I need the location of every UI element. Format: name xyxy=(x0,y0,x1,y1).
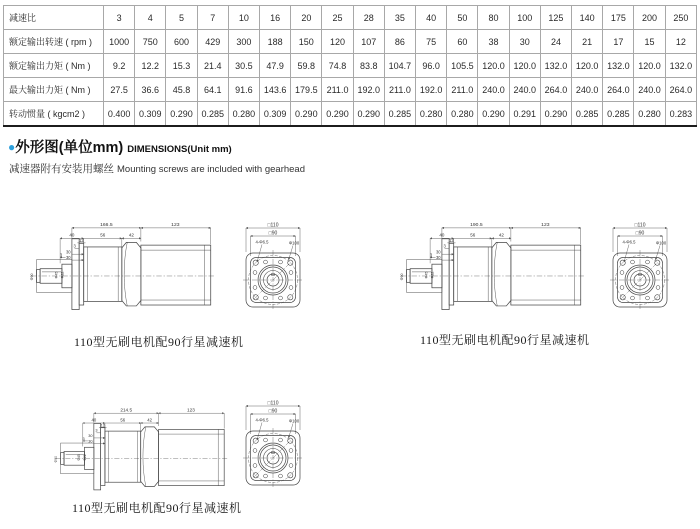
dim-k12: 12 xyxy=(449,237,454,243)
table-cell: 36.6 xyxy=(135,78,166,102)
row-label: 额定输出力矩 ( Nm ) xyxy=(4,54,104,78)
table-cell: 5 xyxy=(166,6,197,30)
dim-pcd: Φ100 xyxy=(288,240,300,246)
dim-holes: 4-Φ6.5 xyxy=(622,239,636,245)
dim-s1: 40 xyxy=(439,232,445,238)
dimensions-title-en: DIMENSIONS(Unit mm) xyxy=(127,144,232,155)
table-cell: 20 xyxy=(291,6,322,30)
table-cell: 0.290 xyxy=(166,102,197,127)
table-cell: 132.0 xyxy=(665,54,696,78)
table-cell: 80 xyxy=(478,6,509,30)
table-cell: 28 xyxy=(353,6,384,30)
table-cell: 45.8 xyxy=(166,78,197,102)
dim-k3b: 3 xyxy=(82,437,85,442)
table-cell: 17 xyxy=(603,30,634,54)
dim-k12: 12 xyxy=(79,237,84,243)
dim-k3b: 3 xyxy=(59,252,63,258)
dimensions-title-cn: 外形图(单位mm) xyxy=(15,140,124,156)
dim-square-outer: □110 xyxy=(634,222,646,229)
table-cell: 12 xyxy=(665,30,696,54)
dim-k3a: 3 xyxy=(443,243,446,249)
table-cell: 0.290 xyxy=(322,102,353,127)
row-label: 最大输出力矩 ( Nm ) xyxy=(4,78,104,102)
table-cell: 21.4 xyxy=(197,54,228,78)
drawing-caption-2: 110型无刷电机配90行星减速机 xyxy=(420,333,590,347)
dim-square-inner: □90 xyxy=(268,408,278,415)
table-cell: 104.7 xyxy=(384,54,415,78)
dim-pcd: Φ100 xyxy=(655,240,667,246)
table-cell: 175 xyxy=(603,6,634,30)
table-cell: 38 xyxy=(478,30,509,54)
table-row xyxy=(4,78,697,102)
dim-motor: 123 xyxy=(541,222,550,229)
mounting-note-en: Mounting screws are included with gearhead xyxy=(117,164,305,175)
dim-k30b: 30 xyxy=(66,255,71,261)
table-cell: 91.6 xyxy=(228,78,259,102)
dim-square-outer: □110 xyxy=(267,400,279,407)
dim-motor: 123 xyxy=(187,407,195,413)
table-cell: 0.290 xyxy=(540,102,571,127)
mounting-note-cn: 减速器附有安装用螺丝 xyxy=(9,163,114,175)
table-cell: 75 xyxy=(416,30,447,54)
table-cell: 0.309 xyxy=(260,102,291,127)
dim-overall: 214.5 xyxy=(120,407,133,413)
table-cell: 120.0 xyxy=(572,54,603,78)
table-cell: 40 xyxy=(416,6,447,30)
table-cell: 27.5 xyxy=(104,78,135,102)
side-view-drawing-3 xyxy=(45,403,233,495)
mounting-note xyxy=(9,159,700,177)
table-cell: 300 xyxy=(228,30,259,54)
dim-s3: 42 xyxy=(498,232,504,238)
table-cell: 188 xyxy=(260,30,291,54)
table-cell: 429 xyxy=(197,30,228,54)
table-cell: 0.290 xyxy=(478,102,509,127)
table-row xyxy=(4,6,697,30)
table-cell: 264.0 xyxy=(603,78,634,102)
table-cell: 125 xyxy=(540,6,571,30)
table-cell: 264.0 xyxy=(665,78,696,102)
dim-k3b: 3 xyxy=(429,252,433,258)
table-cell: 200 xyxy=(634,6,665,30)
dim-square-outer: □110 xyxy=(267,222,279,229)
dim-overall: 166.5 xyxy=(100,222,113,229)
dim-s3: 42 xyxy=(128,232,134,238)
table-cell: 64.1 xyxy=(197,78,228,102)
table-cell: 240.0 xyxy=(509,78,540,102)
table-cell: 120.0 xyxy=(509,54,540,78)
table-cell: 4 xyxy=(135,6,166,30)
dim-dia3: Φ22 xyxy=(83,454,88,461)
table-cell: 250 xyxy=(665,6,696,30)
table-cell: 240.0 xyxy=(478,78,509,102)
dim-dia1: Φ90 xyxy=(29,273,34,281)
table-cell: 750 xyxy=(135,30,166,54)
table-cell: 0.280 xyxy=(228,102,259,127)
table-cell: 0.290 xyxy=(291,102,322,127)
table-cell: 143.6 xyxy=(260,78,291,102)
table-cell: 35 xyxy=(384,6,415,30)
table-cell: 74.8 xyxy=(322,54,353,78)
table-cell: 211.0 xyxy=(447,78,478,102)
side-view-drawing-1 xyxy=(20,217,220,315)
table-cell: 132.0 xyxy=(603,54,634,78)
table-cell: 25 xyxy=(322,6,353,30)
dim-holes: 4-Φ6.5 xyxy=(255,417,269,423)
table-cell: 120.0 xyxy=(634,54,665,78)
dim-motor: 123 xyxy=(171,222,180,229)
table-cell: 120 xyxy=(322,30,353,54)
dim-s2: 56 xyxy=(120,417,126,423)
front-view-drawing-1 xyxy=(241,221,305,311)
table-cell: 0.291 xyxy=(509,102,540,127)
table-cell: 1000 xyxy=(104,30,135,54)
dim-dia1: Φ90 xyxy=(54,455,59,463)
dim-k30a: 30 xyxy=(88,434,93,439)
table-cell: 0.285 xyxy=(572,102,603,127)
table-cell: 211.0 xyxy=(384,78,415,102)
table-cell: 0.280 xyxy=(416,102,447,127)
drawing-caption-1: 110型无刷电机配90行星减速机 xyxy=(74,335,244,349)
table-cell: 179.5 xyxy=(291,78,322,102)
dim-dia3: Φ22 xyxy=(430,271,435,279)
table-cell: 12.2 xyxy=(135,54,166,78)
dim-s3: 42 xyxy=(147,417,153,423)
table-cell: 0.285 xyxy=(384,102,415,127)
dim-k30a: 30 xyxy=(66,249,71,255)
table-cell: 15.3 xyxy=(166,54,197,78)
table-cell: 100 xyxy=(509,6,540,30)
table-cell: 0.285 xyxy=(197,102,228,127)
table-cell: 132.0 xyxy=(540,54,571,78)
table-cell: 0.309 xyxy=(135,102,166,127)
table-cell: 30.5 xyxy=(228,54,259,78)
table-cell: 600 xyxy=(166,30,197,54)
front-view-drawing-3 xyxy=(241,399,305,489)
table-cell: 264.0 xyxy=(540,78,571,102)
table-cell: 47.9 xyxy=(260,54,291,78)
table-cell: 15 xyxy=(634,30,665,54)
table-cell: 0.400 xyxy=(104,102,135,127)
dim-dia2: Φ45 xyxy=(54,271,59,279)
dim-dia3: Φ22 xyxy=(60,271,65,279)
table-cell: 16 xyxy=(260,6,291,30)
dim-overall: 190.5 xyxy=(470,222,483,229)
front-view-drawing-2 xyxy=(608,221,672,311)
dim-k3a: 3 xyxy=(73,243,76,249)
dim-k30b: 30 xyxy=(88,439,93,444)
dim-dia2: Φ45 xyxy=(424,271,429,279)
table-row xyxy=(4,30,697,54)
dim-s2: 56 xyxy=(100,232,106,238)
dim-s2: 56 xyxy=(470,232,476,238)
dim-k30a: 30 xyxy=(436,249,441,255)
table-cell: 24 xyxy=(540,30,571,54)
table-cell: 0.280 xyxy=(634,102,665,127)
dim-dia2: Φ45 xyxy=(77,454,82,461)
dimensions-heading xyxy=(8,139,700,158)
dim-square-inner: □90 xyxy=(635,230,645,237)
table-cell: 240.0 xyxy=(634,78,665,102)
dim-k30b: 30 xyxy=(436,255,441,261)
table-cell: 150 xyxy=(291,30,322,54)
table-cell: 59.8 xyxy=(291,54,322,78)
table-row xyxy=(4,54,697,78)
spec-table xyxy=(3,5,697,127)
table-cell: 30 xyxy=(509,30,540,54)
table-cell: 0.290 xyxy=(353,102,384,127)
table-cell: 86 xyxy=(384,30,415,54)
side-view-drawing-2 xyxy=(390,217,590,315)
table-cell: 7 xyxy=(197,6,228,30)
table-cell: 105.5 xyxy=(447,54,478,78)
dim-pcd: Φ100 xyxy=(288,418,300,424)
table-cell: 140 xyxy=(572,6,603,30)
dim-holes: 4-Φ6.5 xyxy=(255,239,269,245)
table-cell: 192.0 xyxy=(353,78,384,102)
table-cell: 50 xyxy=(447,6,478,30)
table-cell: 192.0 xyxy=(416,78,447,102)
drawing-caption-3: 110型无刷电机配90行星减速机 xyxy=(72,501,242,515)
dim-dia1: Φ90 xyxy=(399,273,404,281)
table-cell: 240.0 xyxy=(572,78,603,102)
dim-s1: 40 xyxy=(69,232,75,238)
table-cell: 3 xyxy=(104,6,135,30)
table-cell: 0.285 xyxy=(603,102,634,127)
table-row xyxy=(4,102,697,127)
row-label: 额定输出转速 ( rpm ) xyxy=(4,30,104,54)
table-cell: 211.0 xyxy=(322,78,353,102)
table-cell: 0.283 xyxy=(665,102,696,127)
dim-k12: 12 xyxy=(100,423,105,428)
row-label: 减速比 xyxy=(4,6,104,30)
table-cell: 0.280 xyxy=(447,102,478,127)
row-label: 转动惯量 ( kgcm2 ) xyxy=(4,102,104,127)
section-bullet-icon: ● xyxy=(8,140,16,154)
table-cell: 83.8 xyxy=(353,54,384,78)
dim-k3a: 3 xyxy=(95,428,98,433)
table-cell: 21 xyxy=(572,30,603,54)
table-cell: 9.2 xyxy=(104,54,135,78)
dim-square-inner: □90 xyxy=(268,230,278,237)
table-cell: 96.0 xyxy=(416,54,447,78)
table-cell: 107 xyxy=(353,30,384,54)
table-cell: 120.0 xyxy=(478,54,509,78)
table-cell: 60 xyxy=(447,30,478,54)
table-cell: 10 xyxy=(228,6,259,30)
dim-s1: 40 xyxy=(91,417,97,423)
